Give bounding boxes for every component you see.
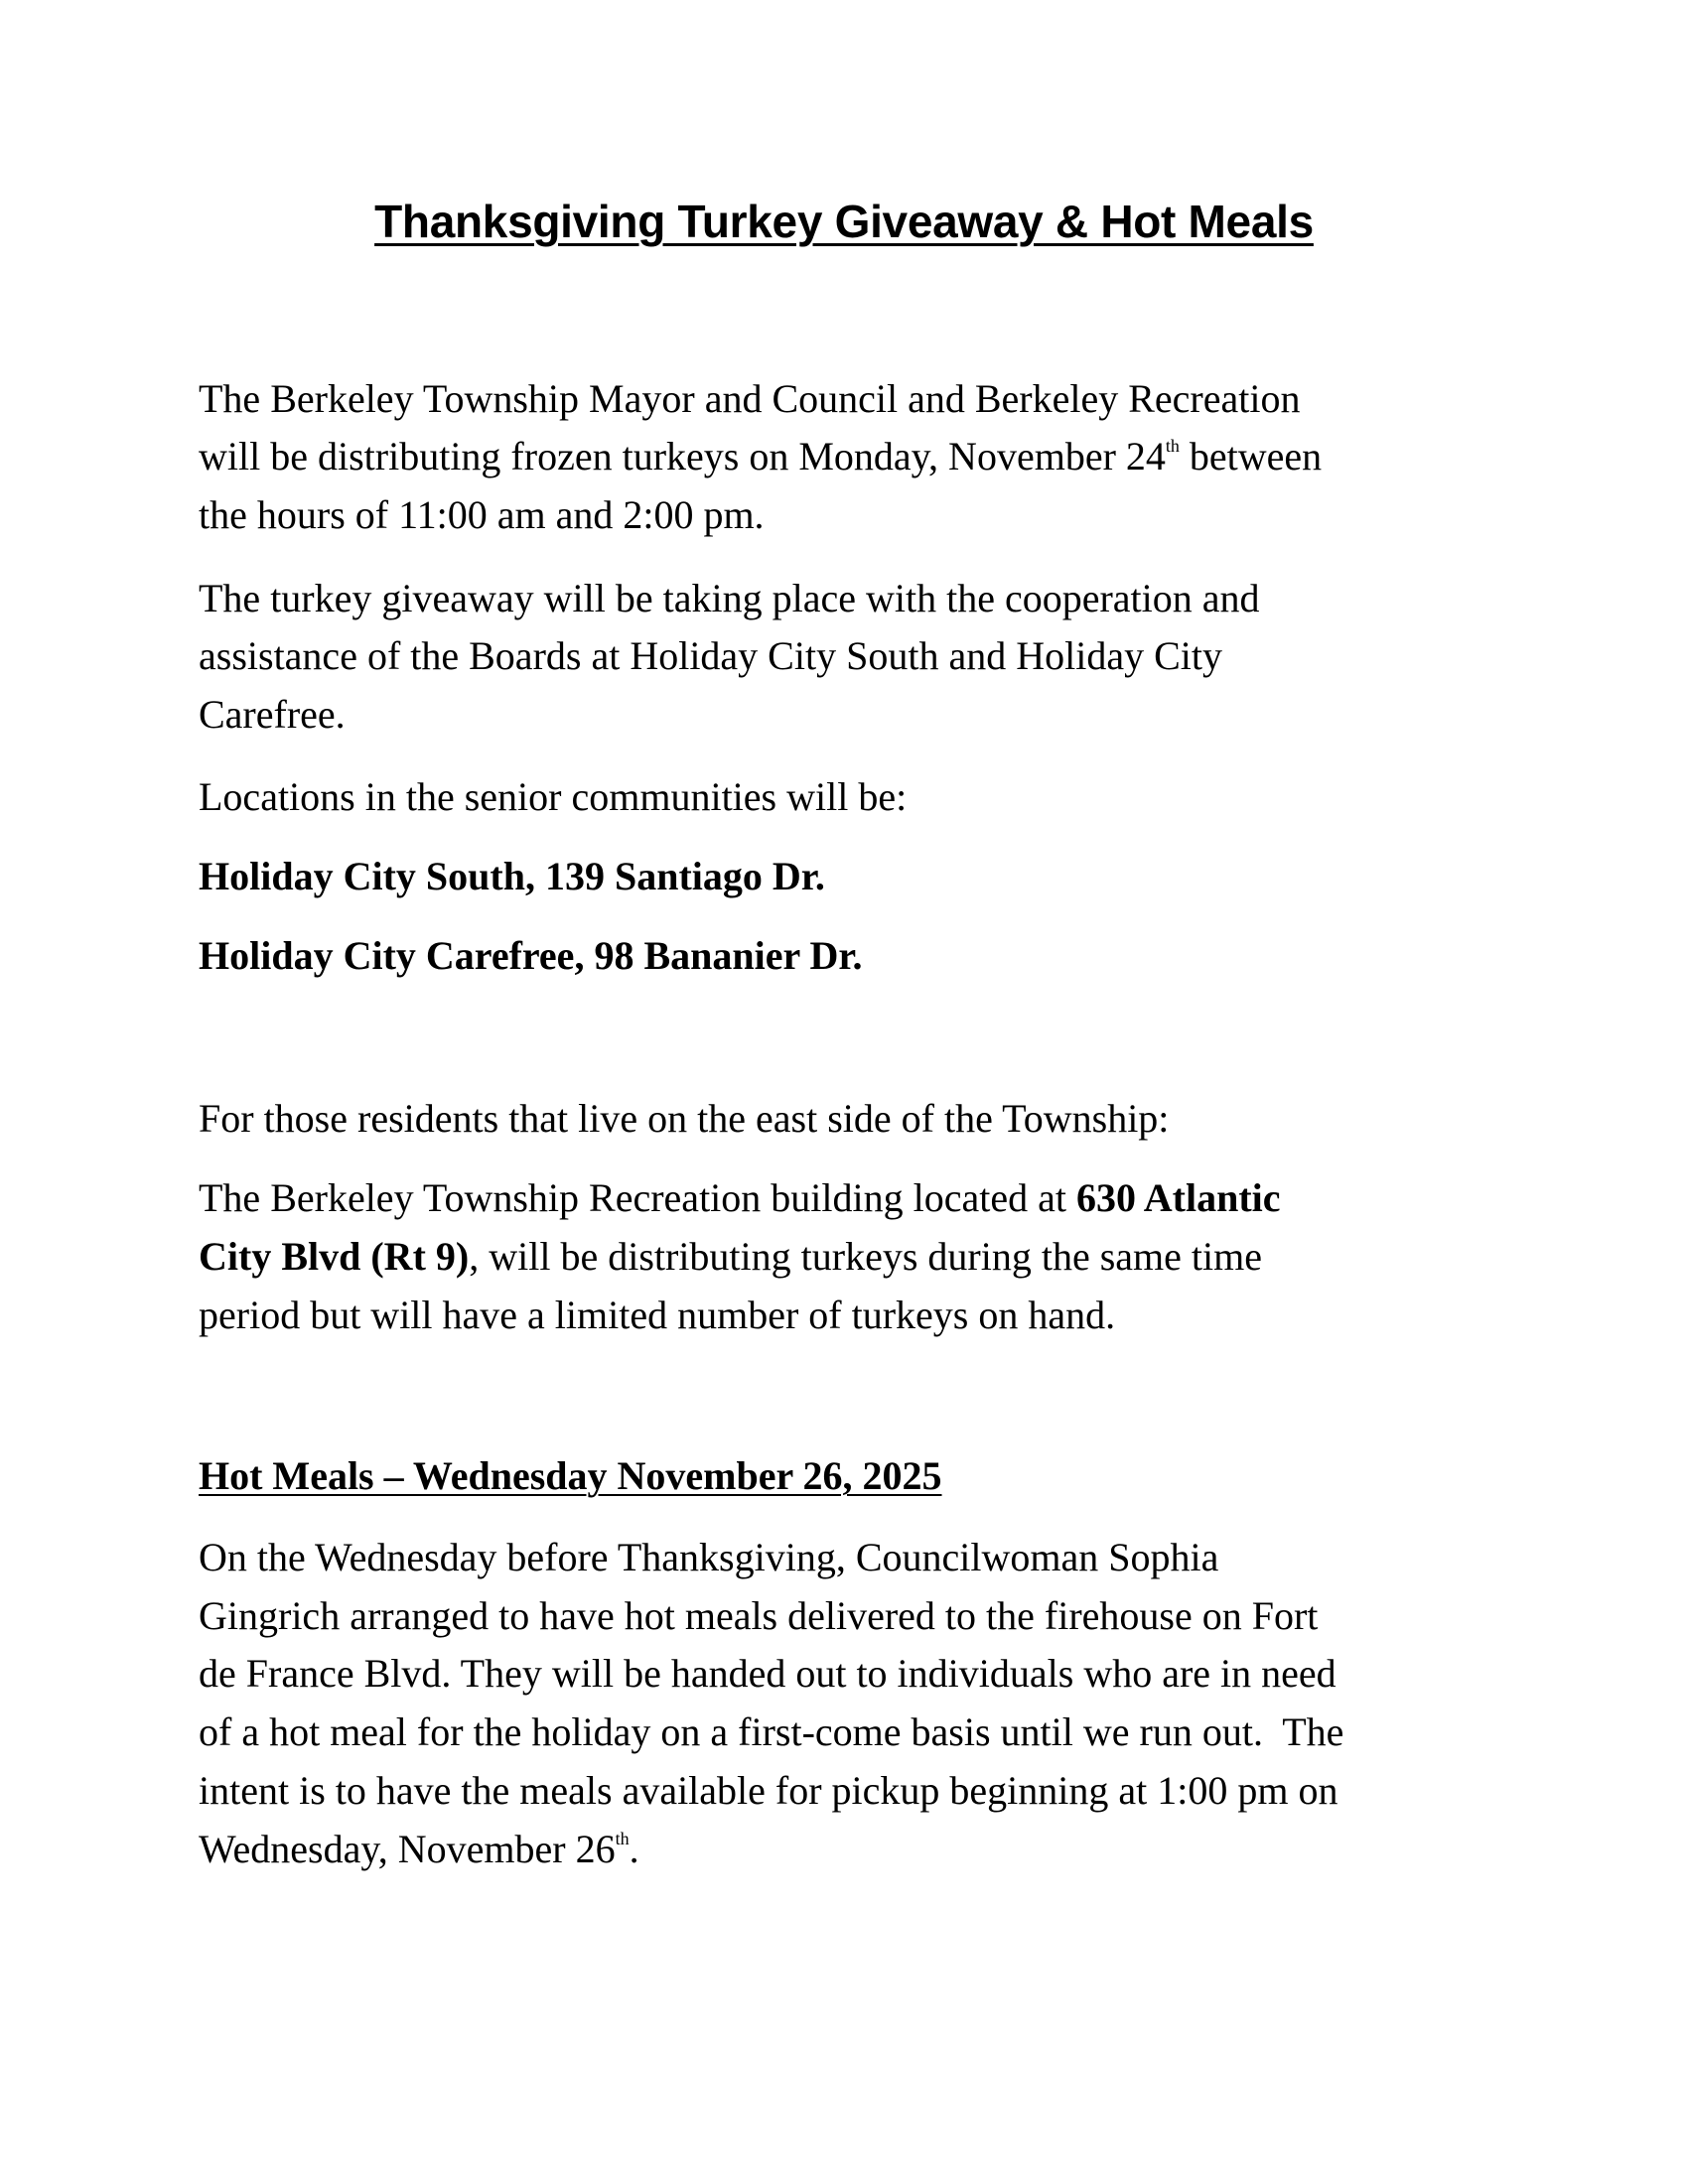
text-line: The turkey giveaway will be taking place with the cooperation and [199, 576, 1260, 620]
address-bold: City Blvd (Rt 9) [199, 1234, 470, 1279]
text-line: of a hot meal for the holiday on a first-come basis until we run out. The [199, 1709, 1344, 1754]
text-line [199, 1827, 639, 1871]
text-line: Carefree. [199, 692, 346, 737]
text-span: Wednesday, November 26 [199, 1827, 616, 1871]
text-span: . [629, 1827, 639, 1871]
location-holiday-city-carefree: Holiday City Carefree, 98 Bananier Dr. [199, 933, 863, 978]
text-line: Gingrich arranged to have hot meals delivered to the firehouse on Fort [199, 1593, 1319, 1638]
page-title: Thanksgiving Turkey Giveaway & Hot Meals [374, 196, 1314, 247]
text-line: the hours of 11:00 am and 2:00 pm. [199, 492, 765, 537]
text-line [199, 1175, 1281, 1220]
east-side-intro: For those residents that live on the east side of the Township: [199, 1096, 1170, 1141]
text-line: assistance of the Boards at Holiday City South and Holiday City [199, 633, 1222, 678]
text-line: The Berkeley Township Mayor and Council and Berkeley Recreation [199, 376, 1301, 421]
text-line [199, 1234, 1262, 1279]
location-holiday-city-south: Holiday City South, 139 Santiago Dr. [199, 854, 825, 898]
text-line: de France Blvd. They will be handed out to individuals who are in need [199, 1651, 1336, 1696]
text-line: period but will have a limited number of turkeys on hand. [199, 1293, 1116, 1337]
text-line: intent is to have the meals available for pickup beginning at 1:00 pm on [199, 1768, 1338, 1813]
ordinal-suffix: th [615, 1829, 630, 1848]
text-span: will be distributing frozen turkeys on Monday, November 24 [199, 434, 1166, 478]
text-line [199, 434, 1323, 478]
address-bold: 630 Atlantic [1075, 1175, 1281, 1220]
ordinal-suffix: th [1165, 436, 1180, 456]
locations-intro: Locations in the senior communities will be: [199, 774, 908, 819]
text-span: , will be distributing turkeys during the same time [469, 1234, 1262, 1279]
text-span: between [1179, 434, 1323, 478]
text-line: On the Wednesday before Thanksgiving, Councilwoman Sophia [199, 1535, 1219, 1579]
text-span: The Berkeley Township Recreation building located at [199, 1175, 1076, 1220]
hot-meals-heading: Hot Meals – Wednesday November 26, 2025 [199, 1453, 942, 1498]
